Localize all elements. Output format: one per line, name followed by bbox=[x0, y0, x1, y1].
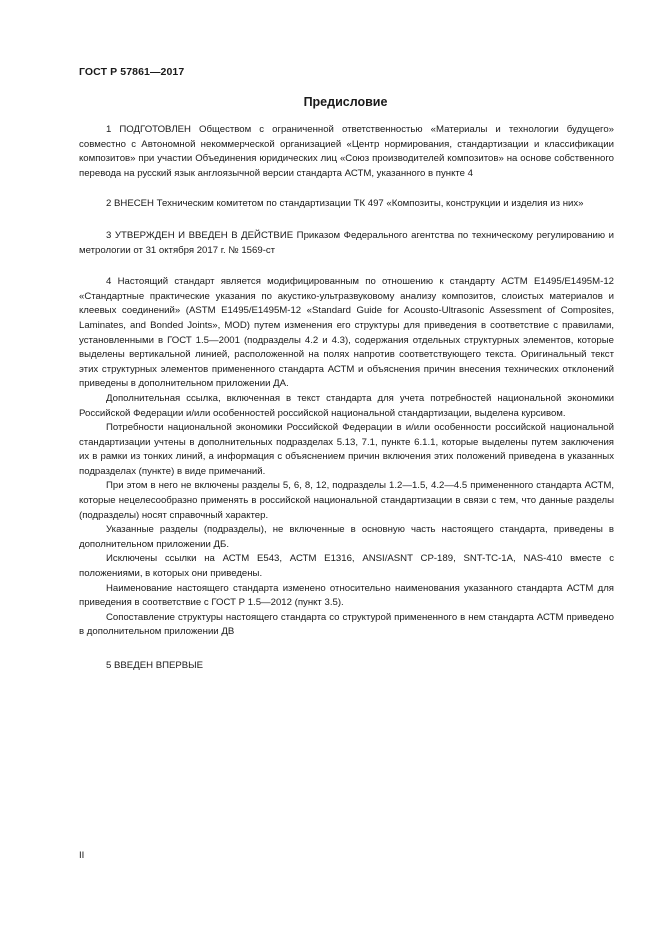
paragraph-item-1: 1 ПОДГОТОВЛЕН Обществом с ограниченной ответственностью «Материалы и технологии будущего» совместно с Автономной некоммерческой организацией «Центр нормирования, стандартизации и классификации композитов» при участии Объединения юридических лиц «Союз производителей композитов» на основе собственного перевода на русский язык англоязычной версии стандарта АСТМ, указанного в пункте 4 bbox=[79, 124, 614, 179]
paragraph-item-5: 5 ВВЕДЕН ВПЕРВЫЕ bbox=[106, 660, 204, 671]
document-body bbox=[79, 123, 614, 674]
page-number: II bbox=[79, 850, 85, 861]
paragraph-structure-comparison: Сопоставление структуры настоящего стандарта со структурой примененного в нем стандарта АСТМ приведено в дополнительном приложении ДВ bbox=[79, 611, 614, 638]
paragraph-title-change: Наименование настоящего стандарта изменено относительно наименования указанного стандарта АСТМ для приведения в соответствие с ГОСТ Р 1.5—2012 (пункт 3.5). bbox=[79, 582, 614, 609]
page-header-standard-code: ГОСТ Р 57861—2017 bbox=[79, 66, 185, 78]
paragraph-excluded-sections: При этом в него не включены разделы 5, 6, 8, 12, подразделы 1.2—1.5, 4.2—4.5 примененного стандарта АСТМ, которые нецелесообразно применять в российской национальной стандартизации в связи с тем, что данные разделы (подразделы) носят справочный характер. bbox=[79, 480, 614, 521]
paragraph-item-2: 2 ВНЕСЕН Техническим комитетом по стандартизации ТК 497 «Композиты, конструкции и изделия из них» bbox=[106, 198, 584, 210]
page-title: Предисловие bbox=[303, 95, 388, 109]
paragraph-item-3: 3 УТВЕРЖДЕН И ВВЕДЕН В ДЕЙСТВИЕ Приказом Федерального агентства по техническому регулированию и метрологии от 31 октября 2017 г. № 1569-ст bbox=[79, 229, 614, 256]
paragraph-excluded-references: Исключены ссылки на АСТМ Е543, АСТМ Е1316, ANSI/ASNT CP-189, SNT-TC-1A, NAS-410 вместе с положениями, в которых они приведены. bbox=[79, 553, 614, 580]
paragraph-national-needs: Потребности национальной экономики Российской Федерации в и/или особенности российской национальной стандартизации учтены в дополнительных подразделах 5.13, 7.1, пункте 6.1.1, которые выделены путем заключения их в рамки из тонких линий, а информация с объяснением причин включения этих положений приведена в указанных подразделах (пункте) в виде примечаний. bbox=[79, 422, 614, 477]
paragraph-italic-reference: Дополнительная ссылка, включенная в текст стандарта для учета потребностей национальной экономики Российской Федерации и/или особенностей российской национальной стандартизации, выделена курсивом. bbox=[79, 392, 614, 419]
paragraph-item-4: 4 Настоящий стандарт является модифицированным по отношению к стандарту АСТМ Е1495/Е1495М-12 «Стандартные практические указания по акустико-ультразвуковому анализу композитов, слоистых материалов и клеевых соединений» (ASTM E1495/E1495M-12 «Standard Guide for Acousto-Ultrasonic Assessment of Composites, Laminates, and Bonded Joints», MOD) путем изменения его структуры для приведения в соответствие с правилами, установленными в ГОСТ 1.5—2001 (подразделы 4.2 и 4.3), содержания отдельных структурных элементов, которые выделены вертикальной линией, расположенной на полях напротив соответствующего текста. Оригинальный текст этих структурных элементов примененного стандарта АСТМ и объяснения причин внесения технических отклонений приведены в дополнительном приложении ДА. bbox=[79, 276, 614, 390]
paragraph-appendix-db: Указанные разделы (подразделы), не включенные в основную часть настоящего стандарта, приведены в дополнительном приложении ДБ. bbox=[79, 524, 614, 550]
